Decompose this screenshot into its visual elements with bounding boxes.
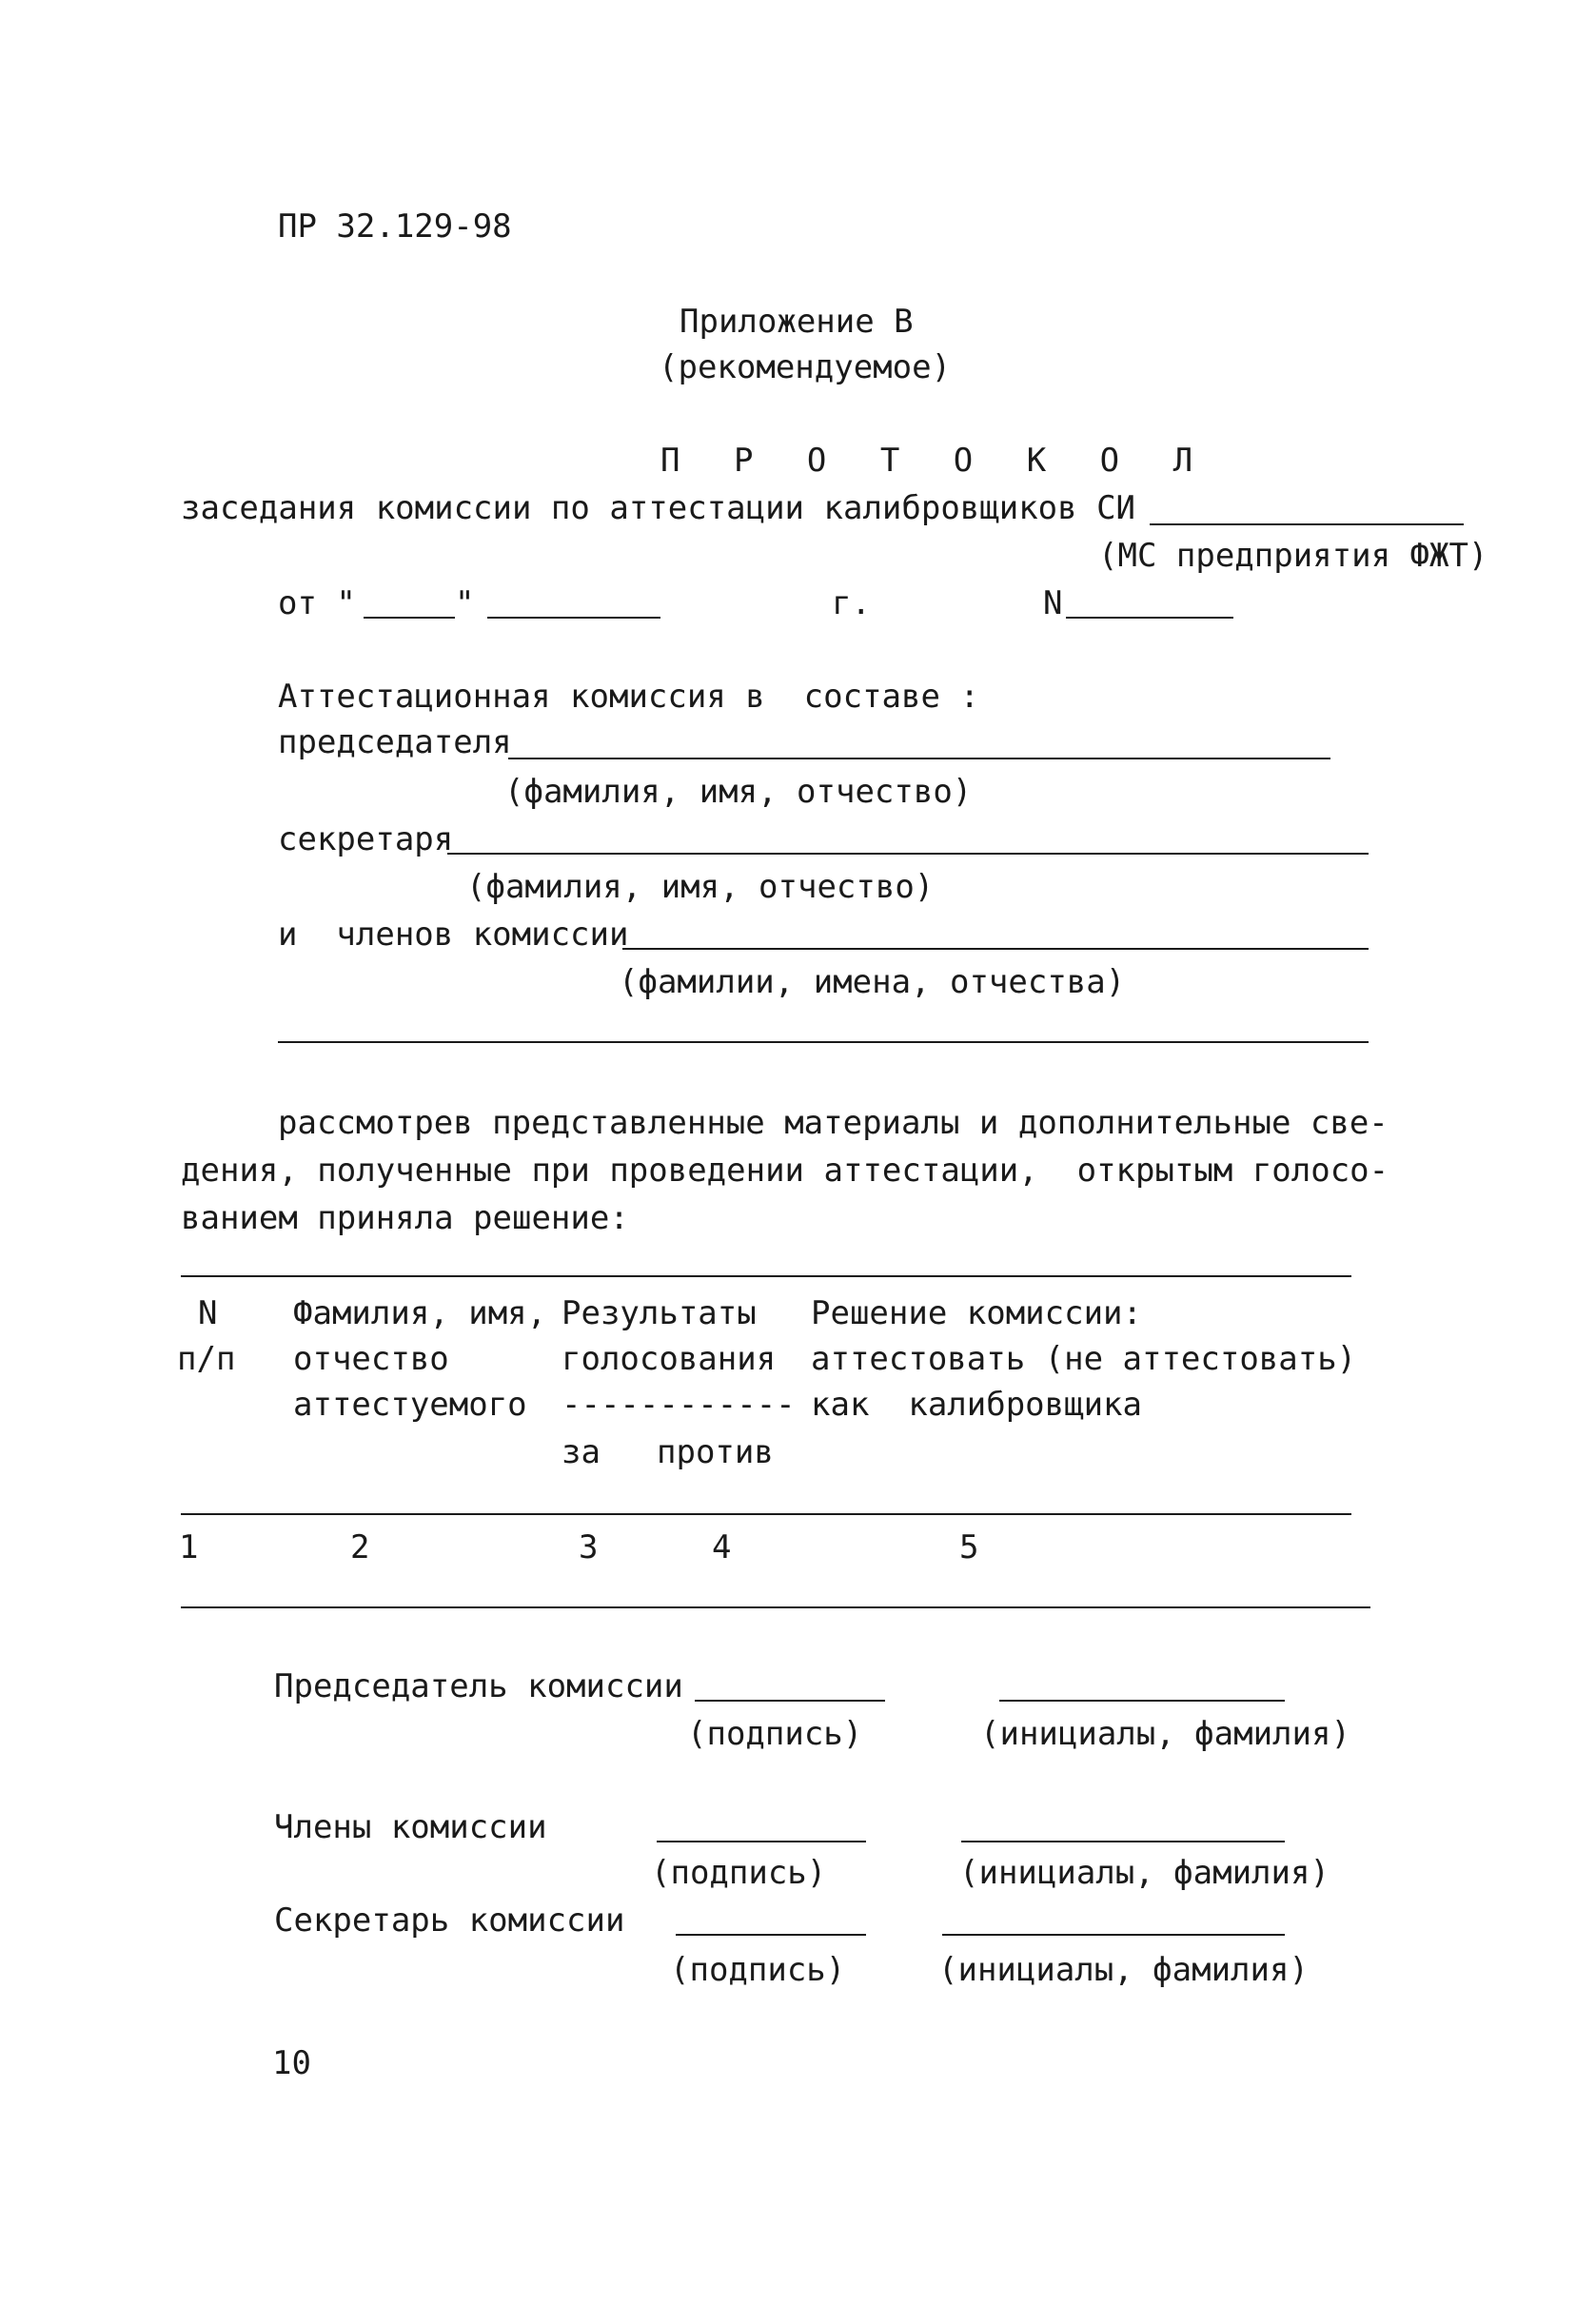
- body-line-3: ванием приняла решение:: [181, 1199, 629, 1237]
- commission-intro: Аттестационная комиссия в составе :: [278, 678, 979, 716]
- sign-secretary-signature-hint: (подпись): [670, 1951, 846, 1989]
- sign-members-signature-line[interactable]: [657, 1841, 866, 1842]
- col-index-4: 4: [712, 1528, 732, 1566]
- sign-chairman-name-hint: (инициалы, фамилия): [980, 1715, 1350, 1753]
- protocol-subtitle: заседания комиссии по аттестации калибровщиков СИ: [181, 489, 1136, 527]
- document-code: ПР 32.129-98: [278, 207, 512, 246]
- col-index-1: 1: [179, 1528, 199, 1566]
- col-index-5: 5: [959, 1528, 979, 1566]
- date-month-line[interactable]: [487, 617, 660, 619]
- secretary-label: секретаря: [278, 820, 454, 858]
- sign-chairman-signature-line[interactable]: [695, 1700, 885, 1702]
- sign-secretary-label: Секретарь комиссии: [274, 1901, 625, 1940]
- col-results-header-2: голосования: [562, 1340, 777, 1378]
- members-line[interactable]: [622, 948, 1369, 950]
- sign-secretary-name-hint: (инициалы, фамилия): [938, 1951, 1309, 1989]
- date-day-line[interactable]: [364, 617, 455, 619]
- page-number: 10: [272, 2044, 311, 2082]
- table-top-border: [181, 1275, 1351, 1277]
- chairman-line[interactable]: [508, 758, 1330, 759]
- col-name-header-1: Фамилия, имя,: [293, 1294, 547, 1332]
- sign-members-signature-hint: (подпись): [651, 1854, 827, 1892]
- col-decision-header-1: Решение комиссии:: [811, 1294, 1142, 1332]
- col-number-header-2: п/п: [177, 1340, 236, 1378]
- org-name-line: [1150, 523, 1464, 525]
- members-label: и членов комиссии: [278, 916, 629, 954]
- table-bottom-border: [181, 1606, 1370, 1608]
- sign-chairman-name-line[interactable]: [999, 1700, 1285, 1702]
- col-results-divider: ------------: [562, 1386, 796, 1424]
- col-name-header-3: аттестуемого: [293, 1386, 527, 1424]
- sign-members-name-hint: (инициалы, фамилия): [959, 1854, 1330, 1892]
- chairman-hint: (фамилия, имя, отчество): [504, 773, 973, 811]
- sign-members-label: Члены комиссии: [274, 1808, 547, 1846]
- sign-members-name-line[interactable]: [961, 1841, 1285, 1842]
- col-index-3: 3: [579, 1528, 599, 1566]
- sign-chairman-signature-hint: (подпись): [687, 1715, 863, 1753]
- secretary-hint: (фамилия, имя, отчество): [466, 868, 935, 906]
- year-suffix: г.: [832, 584, 871, 622]
- appendix-note: (рекомендуемое): [659, 348, 952, 386]
- org-hint: (МС предприятия ФЖТ): [1098, 537, 1488, 575]
- secretary-line[interactable]: [447, 853, 1369, 855]
- col-number-header-1: N: [198, 1294, 218, 1332]
- col-decision-header-3: как калибровщика: [811, 1386, 1142, 1424]
- col-index-2: 2: [350, 1528, 370, 1566]
- col-results-header-1: Результаты: [562, 1294, 757, 1332]
- body-line-2: дения, полученные при проведении аттестации, открытым голосо-: [181, 1152, 1389, 1190]
- sign-chairman-label: Председатель комиссии: [274, 1667, 683, 1705]
- table-header-border: [181, 1513, 1351, 1515]
- number-line[interactable]: [1066, 617, 1233, 619]
- sign-secretary-signature-line[interactable]: [676, 1934, 866, 1936]
- protocol-title: П Р О Т О К О Л: [660, 442, 1211, 480]
- col-vote-against: против: [657, 1433, 774, 1471]
- sign-secretary-name-line[interactable]: [942, 1934, 1285, 1936]
- chairman-label: председателя: [278, 723, 512, 761]
- col-name-header-2: отчество: [293, 1340, 449, 1378]
- col-vote-for: за: [562, 1433, 601, 1471]
- date-quote: ": [455, 584, 475, 622]
- body-line-1: рассмотрев представленные материалы и дополнительные све-: [278, 1104, 1389, 1142]
- appendix-title: Приложение В: [680, 303, 914, 341]
- col-decision-header-2: аттестовать (не аттестовать): [811, 1340, 1357, 1378]
- date-prefix: от ": [278, 584, 356, 622]
- members-hint: (фамилии, имена, отчества): [619, 963, 1126, 1001]
- members-extra-line[interactable]: [278, 1041, 1369, 1043]
- number-prefix: N: [1043, 584, 1063, 622]
